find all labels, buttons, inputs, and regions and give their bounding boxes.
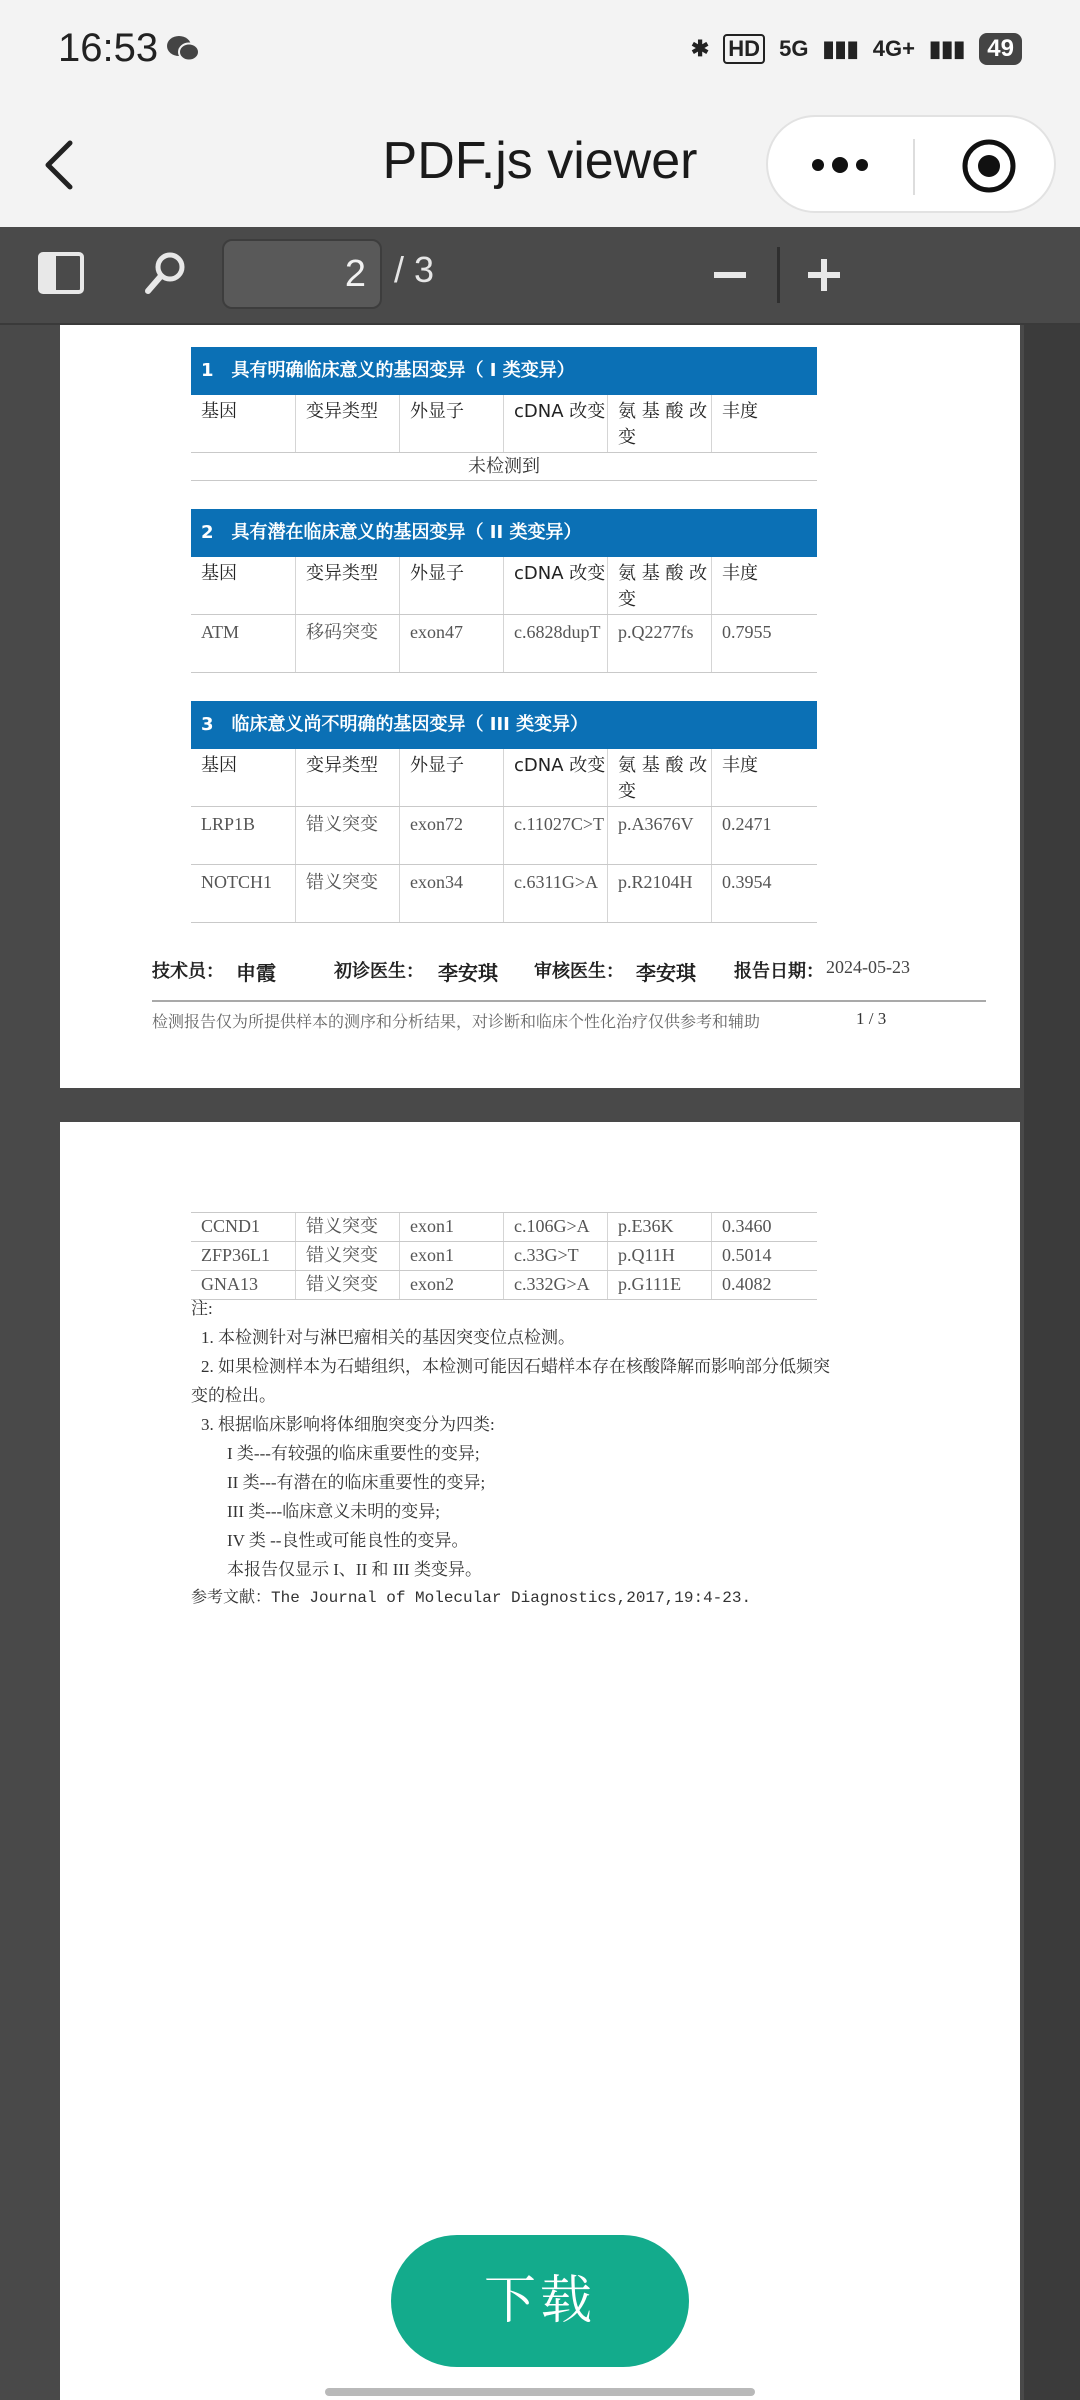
date-label: 报告日期： [734,961,824,982]
cell-gene: CCND1 [201,1216,261,1236]
class-3: III 类---临床意义未明的变异; [227,1502,440,1521]
more-icon[interactable] [808,150,872,180]
cell-cdna: c.33G>T [503,1242,607,1270]
cell-cdna: c.11027C>T [503,807,607,864]
zoom-in-icon[interactable] [804,251,844,299]
col-freq: 丰度 [711,557,815,614]
table-row [191,1242,817,1271]
footer-divider [152,1000,986,1002]
variant-table-continued [191,1212,817,1300]
cell-gene: NOTCH1 [201,872,272,892]
reference: 参考文献：The Journal of Molecular Diagnostics,2017,19:4-23. [191,1589,752,1607]
section-heading: 2 具有潜在临床意义的基因变异（ II 类变异） [191,509,817,557]
col-cdna: cDNA 改变 [503,395,607,452]
tech-name: 申霞 [236,961,276,985]
reviewer-label: 审核医生： [534,961,624,982]
section-class-1 [191,347,817,481]
cell-exon: exon2 [399,1271,503,1299]
status-bar [0,0,1080,105]
cell-aa: p.Q11H [607,1242,711,1270]
status-time: 16:53 [58,26,159,70]
cell-cdna: c.106G>A [503,1213,607,1241]
date-value: 2024-05-23 [826,957,910,977]
reviewer-name: 李安琪 [636,961,696,985]
cell-freq: 0.7955 [711,615,815,672]
cell-freq: 0.5014 [711,1242,815,1270]
signal-icon: ▮▮▮ [822,36,859,61]
page-total: / 3 [394,249,435,290]
table-row [191,1213,817,1242]
cell-aa: p.R2104H [607,865,711,922]
col-exon: 外显子 [399,395,503,452]
page-number-input[interactable]: 2 [222,239,382,309]
download-button[interactable]: 下载 [391,2235,689,2367]
section-class-3 [191,701,817,923]
table-row [191,615,817,673]
section-heading: 3 临床意义尚不明确的基因变异（ III 类变异） [191,701,817,749]
cell-gene: ZFP36L1 [201,1245,271,1265]
cell-cdna: c.332G>A [503,1271,607,1299]
wechat-icon [165,34,201,64]
col-gene: 基因 [201,401,237,422]
col-cdna: cDNA 改变 [503,557,607,614]
col-type: 变异类型 [295,395,399,452]
cell-cdna: c.6311G>A [503,865,607,922]
report-scope: 本报告仅显示 I、II 和 III 类变异。 [227,1560,482,1579]
pdf-toolbar [0,227,1080,325]
cell-type: 错义突变 [295,1271,399,1299]
capsule-divider [913,139,915,195]
section-class-2 [191,509,817,673]
cell-type: 错义突变 [295,807,399,864]
cell-freq: 0.3954 [711,865,815,922]
cell-gene: ATM [201,622,240,642]
cell-exon: exon47 [399,615,503,672]
no-result-row: 未检测到 [191,453,817,481]
cell-type: 错义突变 [295,1213,399,1241]
pdf-page-1 [60,325,1020,1088]
cell-aa: p.Q2277fs [607,615,711,672]
cell-exon: exon1 [399,1242,503,1270]
col-freq: 丰度 [711,749,815,806]
sidebar-toggle-icon[interactable] [36,249,86,297]
cell-freq: 0.2471 [711,807,815,864]
cell-freq: 0.4082 [711,1271,815,1299]
signature-row [152,957,1002,991]
col-gene: 基因 [201,563,237,584]
note-3: 3. 根据临床影响将体细胞突变分为四类: [201,1415,495,1434]
zoom-separator [777,247,780,303]
col-exon: 外显子 [399,749,503,806]
bluetooth-icon: ✱ [690,36,710,61]
col-aa: 氨 基 酸 改变 [607,749,711,806]
page-title: PDF.js viewer [382,132,698,190]
class-1: I 类---有较强的临床重要性的变异; [227,1444,480,1463]
cell-aa: p.G111E [607,1271,711,1299]
table-row [191,807,817,865]
cell-aa: p.A3676V [607,807,711,864]
note-1: 1. 本检测针对与淋巴瘤相关的基因突变位点检测。 [201,1328,575,1347]
col-freq: 丰度 [711,395,815,452]
network-4g-icon: 4G+ [872,36,915,61]
close-miniprogram-icon[interactable] [960,137,1018,195]
cell-exon: exon34 [399,865,503,922]
class-4: IV 类 --良性或可能良性的变异。 [227,1531,469,1550]
cell-aa: p.E36K [607,1213,711,1241]
table-header [191,395,817,453]
pdf-page-2 [60,1122,1020,2400]
status-icons [691,33,1022,65]
note-2a: 2. 如果检测样本为石蜡组织，本检测可能因石蜡样本存在核酸降解而影响部分低频突 [201,1357,830,1376]
pdf-viewer[interactable] [0,325,1080,2400]
hd-icon: HD [723,34,765,64]
zoom-out-icon[interactable] [710,251,750,299]
table-header [191,749,817,807]
class-2: II 类---有潜在的临床重要性的变异; [227,1473,486,1492]
cell-type: 错义突变 [295,865,399,922]
footer-disclaimer: 检测报告仅为所提供样本的测序和分析结果，对诊断和临床个性化治疗仅供参考和辅助 [152,1012,761,1031]
miniprogram-capsule [766,115,1056,213]
cell-cdna: c.6828dupT [503,615,607,672]
col-type: 变异类型 [295,749,399,806]
network-5g-icon: 5G [779,36,809,61]
cell-gene: LRP1B [201,814,256,834]
battery-icon: 49 [979,33,1022,65]
cell-freq: 0.3460 [711,1213,815,1241]
col-aa: 氨 基 酸 改变 [607,395,711,452]
signal-icon-2: ▮▮▮ [928,36,966,61]
cell-exon: exon72 [399,807,503,864]
footer-page-number: 1 / 3 [856,1009,887,1028]
tech-label: 技术员： [152,961,224,982]
title-bar [0,105,1080,227]
doctor-label: 初诊医生： [334,961,424,982]
col-cdna: cDNA 改变 [503,749,607,806]
home-indicator[interactable] [325,2388,755,2396]
notes-block [191,1294,911,1613]
cell-gene: GNA13 [201,1274,258,1294]
search-icon[interactable] [140,247,192,299]
section-heading: 1 具有明确临床意义的基因变异（ I 类变异） [191,347,817,395]
table-header [191,557,817,615]
col-exon: 外显子 [399,557,503,614]
viewer-scroll-track[interactable] [1024,325,1080,2400]
note-2b: 变的检出。 [191,1386,276,1405]
cell-exon: exon1 [399,1213,503,1241]
table-row [191,865,817,923]
notes-title: 注: [191,1299,213,1318]
col-aa: 氨 基 酸 改变 [607,557,711,614]
col-gene: 基因 [201,755,237,776]
col-type: 变异类型 [295,557,399,614]
cell-type: 移码突变 [295,615,399,672]
doctor-name: 李安琪 [438,961,498,985]
cell-type: 错义突变 [295,1242,399,1270]
